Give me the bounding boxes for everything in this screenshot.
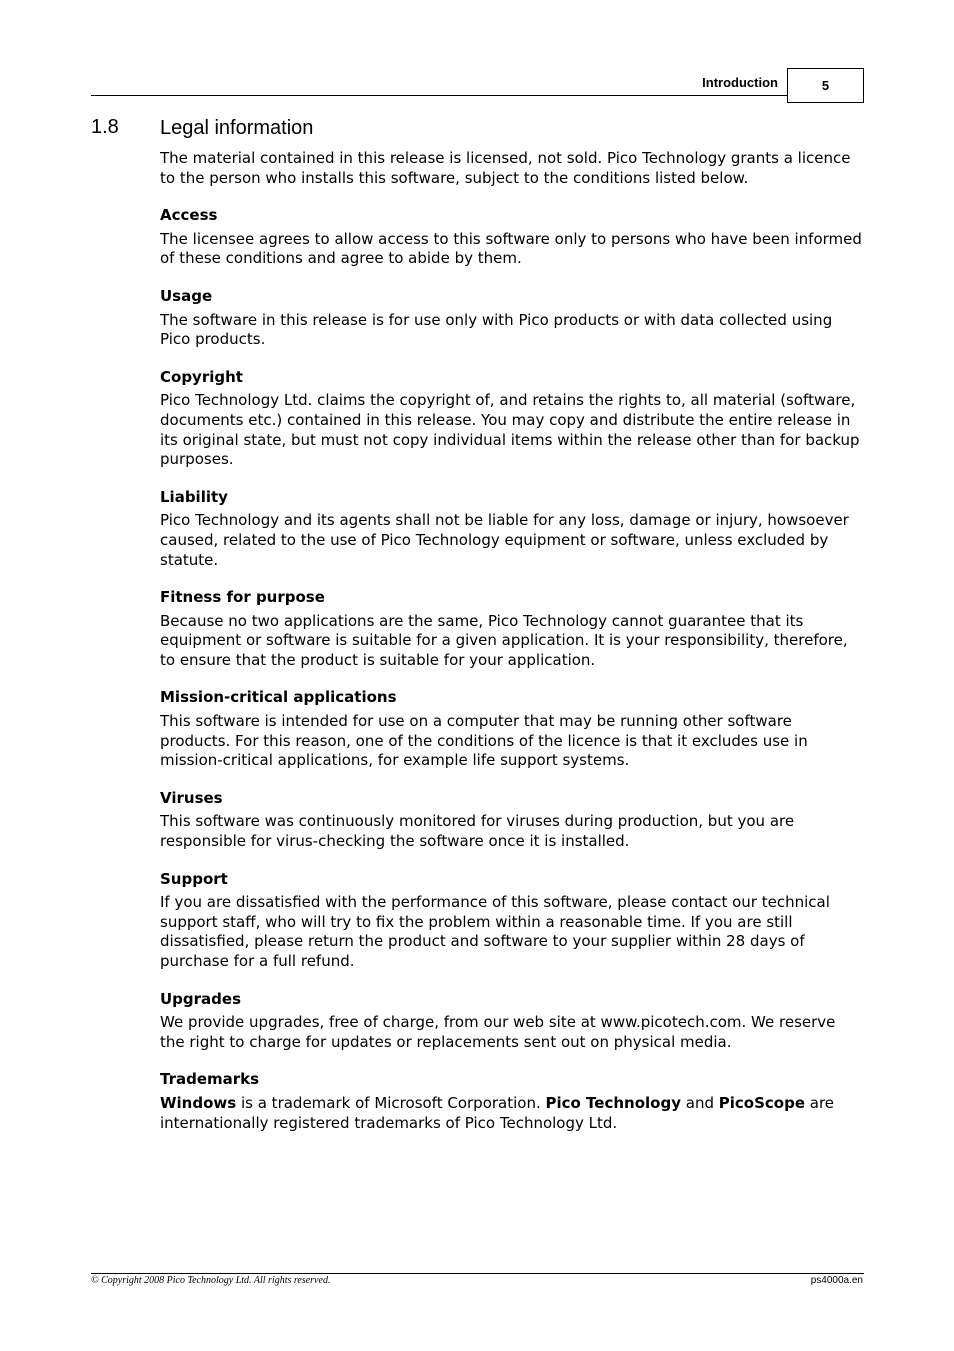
liability-heading: Liability	[160, 487, 228, 506]
support-text: If you are dissatisfied with the performance of this software, please contact our technical support staff, who will try to fix the problem within a reasonable time. If you are still dissatisfied, please return the product and software to your supplier within 28 days of purchase for a full refund.	[160, 893, 830, 970]
header-title: Introduction	[702, 75, 778, 90]
copyright-text: Pico Technology Ltd. claims the copyright of, and retains the rights to, all material (software, documents etc.) contained in this release. You may copy and distribute the entire release in its original state, but must not copy individual items within the release other than for backup purposes.	[160, 391, 860, 469]
fitness-heading: Fitness for purpose	[160, 588, 325, 607]
viruses-text: This software was continuously monitored for viruses during production, but you are responsible for virus-checking the software once it is installed.	[160, 812, 795, 851]
footer-doc-id: ps4000a.en	[810, 1275, 863, 1286]
upgrades-heading: Upgrades	[160, 989, 242, 1008]
trademarks-heading: Trademarks	[160, 1070, 260, 1089]
mission-heading: Mission-critical applications	[160, 688, 397, 707]
support-heading: Support	[160, 869, 228, 888]
footer-copyright: © Copyright 2008 Pico Technology Ltd. All rights reserved.	[91, 1275, 331, 1286]
document-body	[160, 149, 864, 1133]
trademark-windows: Windows	[160, 1093, 237, 1112]
section-number: 1.8	[91, 116, 119, 138]
liability-text: Pico Technology and its agents shall not be liable for any loss, damage or injury, howsoever caused, related to the use of Pico Technology equipment or software, unless excluded by statute.	[160, 511, 849, 569]
mission-text: This software is intended for use on a computer that may be running other software products. For this reason, one of the conditions of the licence is that it excludes use in mission-critical applications, for example life support systems.	[160, 712, 808, 770]
footer-rule	[91, 1273, 864, 1274]
trademarks-text-2: are internationally registered trademarks of Pico Technology Ltd.	[160, 1093, 835, 1132]
trademarks-and: and	[680, 1093, 719, 1112]
intro-paragraph: The material contained in this release is licensed, not sold. Pico Technology grants a licence to the person who installs this software, subject to the conditions listed below.	[160, 149, 851, 187]
copyright-heading: Copyright	[160, 367, 243, 386]
access-heading: Access	[160, 206, 218, 225]
viruses-heading: Viruses	[160, 788, 223, 807]
usage-heading: Usage	[160, 286, 213, 305]
trademarks-text	[160, 1094, 864, 1133]
access-text: The licensee agrees to allow access to this software only to persons who have been informed of these conditions and agree to abide by them.	[160, 229, 862, 268]
fitness-text: Because no two applications are the same, Pico Technology cannot guarantee that its equipment or software is suitable for a given application. It is your responsibility, therefore, to ensure that the product is suitable for your application.	[160, 611, 848, 669]
usage-text: The software in this release is for use only with Pico products or with data collected using Pico products.	[160, 310, 833, 349]
section-title: Legal information	[160, 117, 314, 139]
trademarks-text-1: is a trademark of Microsoft Corporation.	[236, 1093, 546, 1112]
upgrades-text: We provide upgrades, free of charge, from our web site at www.picotech.com. We reserve the right to charge for updates or replacements sent out on physical media.	[160, 1013, 836, 1051]
page-number: 5	[787, 68, 864, 103]
trademark-pico-technology: Pico Technology	[545, 1093, 681, 1112]
header-rule	[91, 95, 787, 96]
trademark-picoscope: PicoScope	[718, 1093, 805, 1112]
